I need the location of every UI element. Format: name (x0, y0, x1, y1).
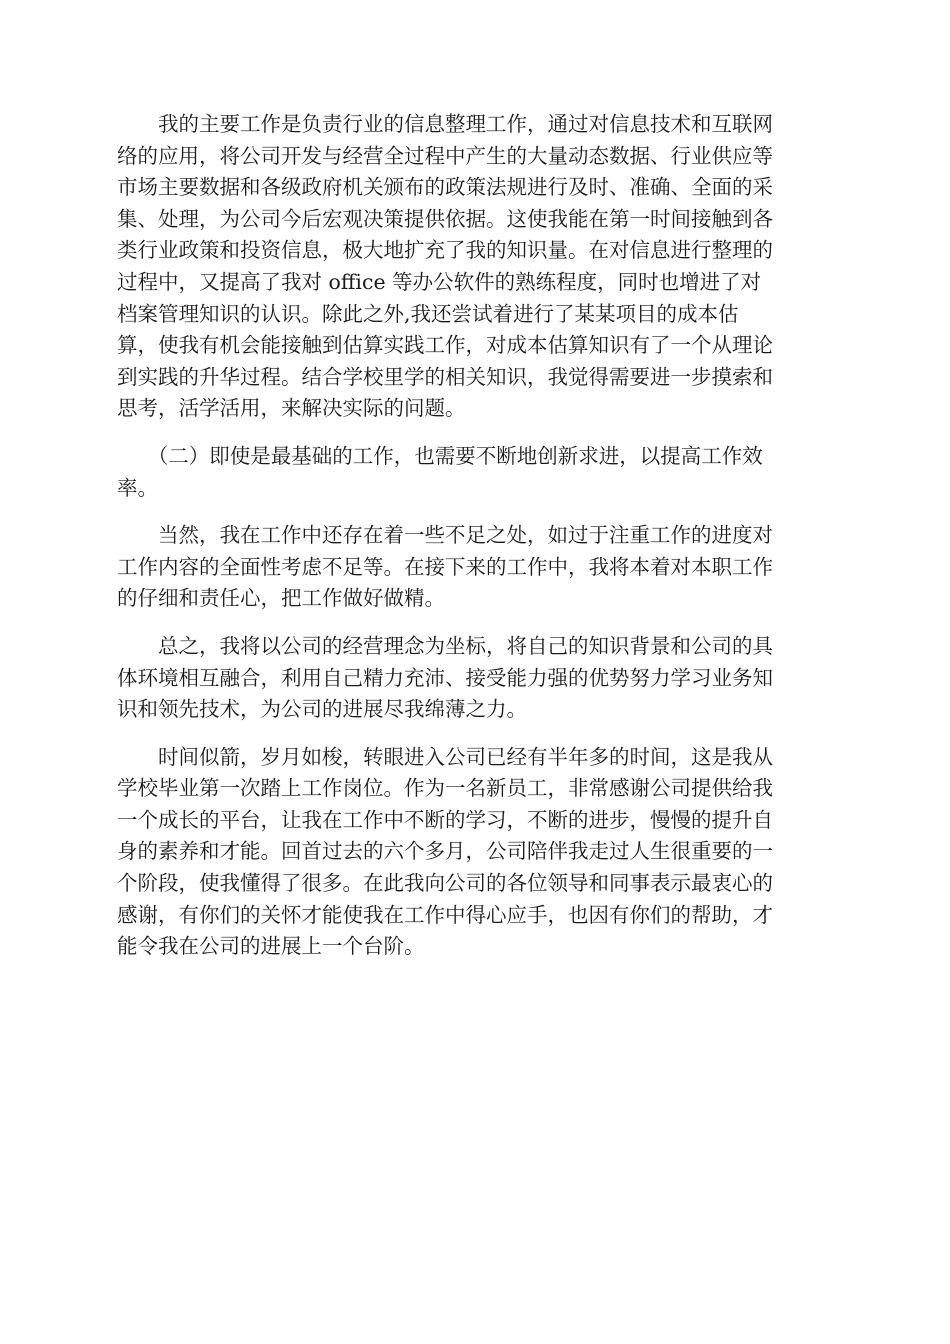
text-line: 率。 (117, 475, 158, 500)
text-line: 学校毕业第一次踏上工作岗位。作为一名新员工，非常感谢公司提供给我 (117, 776, 773, 801)
paragraph-work-duties (117, 109, 833, 425)
text-line: 到实践的升华过程。结合学校里学的相关知识，我觉得需要进一步摸索和 (117, 364, 773, 389)
text-line: 市场主要数据和各级政府机关颁布的政策法规进行及时、准确、全面的采 (117, 175, 773, 200)
text-line: 一个成长的平台，让我在工作中不断的学习，不断的进步，慢慢的提升自 (117, 807, 773, 832)
paragraph-gap (117, 726, 833, 742)
text-line: 过程中，又提高了我对 office 等办公软件的熟练程度，同时也增进了对 (117, 269, 762, 294)
text-line: 感谢，有你们的关怀才能使我在工作中得心应手，也因有你们的帮助，才 (117, 902, 773, 927)
text-line: （二）即使是最基础的工作，也需要不断地创新求进，以提高工作效 (117, 443, 763, 468)
text-line: 我的主要工作是负责行业的信息整理工作，通过对信息技术和互联网 (117, 112, 773, 136)
text-line: 的仔细和责任心，把工作做好做精。 (117, 586, 445, 611)
text-line: 总之，我将以公司的经营理念为坐标，将自己的知识背景和公司的具 (117, 633, 773, 658)
paragraph-summary (117, 631, 833, 726)
text-line: 个阶段，使我懂得了很多。在此我向公司的各位领导和同事表示最衷心的 (117, 871, 773, 896)
paragraph-shortcomings (117, 520, 833, 615)
paragraph-section-two (117, 441, 833, 504)
document-page (117, 109, 833, 963)
text-line: 能令我在公司的进展上一个台阶。 (117, 934, 425, 959)
text-line: 时间似箭，岁月如梭，转眼进入公司已经有半年多的时间，这是我从 (117, 744, 773, 769)
paragraph-gap (117, 504, 833, 520)
text-line: 类行业政策和投资信息，极大地扩充了我的知识量。在对信息进行整理的 (117, 238, 773, 263)
text-line: 集、处理，为公司今后宏观决策提供依据。这使我能在第一时间接触到各 (117, 206, 773, 231)
paragraph-gratitude (117, 742, 833, 963)
text-line: 络的应用，将公司开发与经营全过程中产生的大量动态数据、行业供应等 (117, 143, 773, 168)
text-line: 识和领先技术，为公司的进展尽我绵薄之力。 (117, 697, 527, 722)
text-line: 思考，活学活用，来解决实际的问题。 (117, 396, 466, 421)
text-line: 体环境相互融合，利用自己精力充沛、接受能力强的优势努力学习业务知 (117, 665, 773, 690)
text-line: 算，使我有机会能接触到估算实践工作，对成本估算知识有了一个从理论 (117, 333, 773, 358)
text-line: 当然，我在工作中还存在着一些不足之处，如过于注重工作的进度对 (117, 523, 773, 548)
text-line: 身的素养和才能。回首过去的六个多月，公司陪伴我走过人生很重要的一 (117, 839, 773, 864)
text-line: 档案管理知识的认识。除此之外,我还尝试着进行了某某项目的成本估 (117, 301, 739, 326)
paragraph-gap (117, 425, 833, 441)
paragraph-gap (117, 615, 833, 631)
text-line: 工作内容的全面性考虑不足等。在接下来的工作中，我将本着对本职工作 (117, 554, 773, 579)
